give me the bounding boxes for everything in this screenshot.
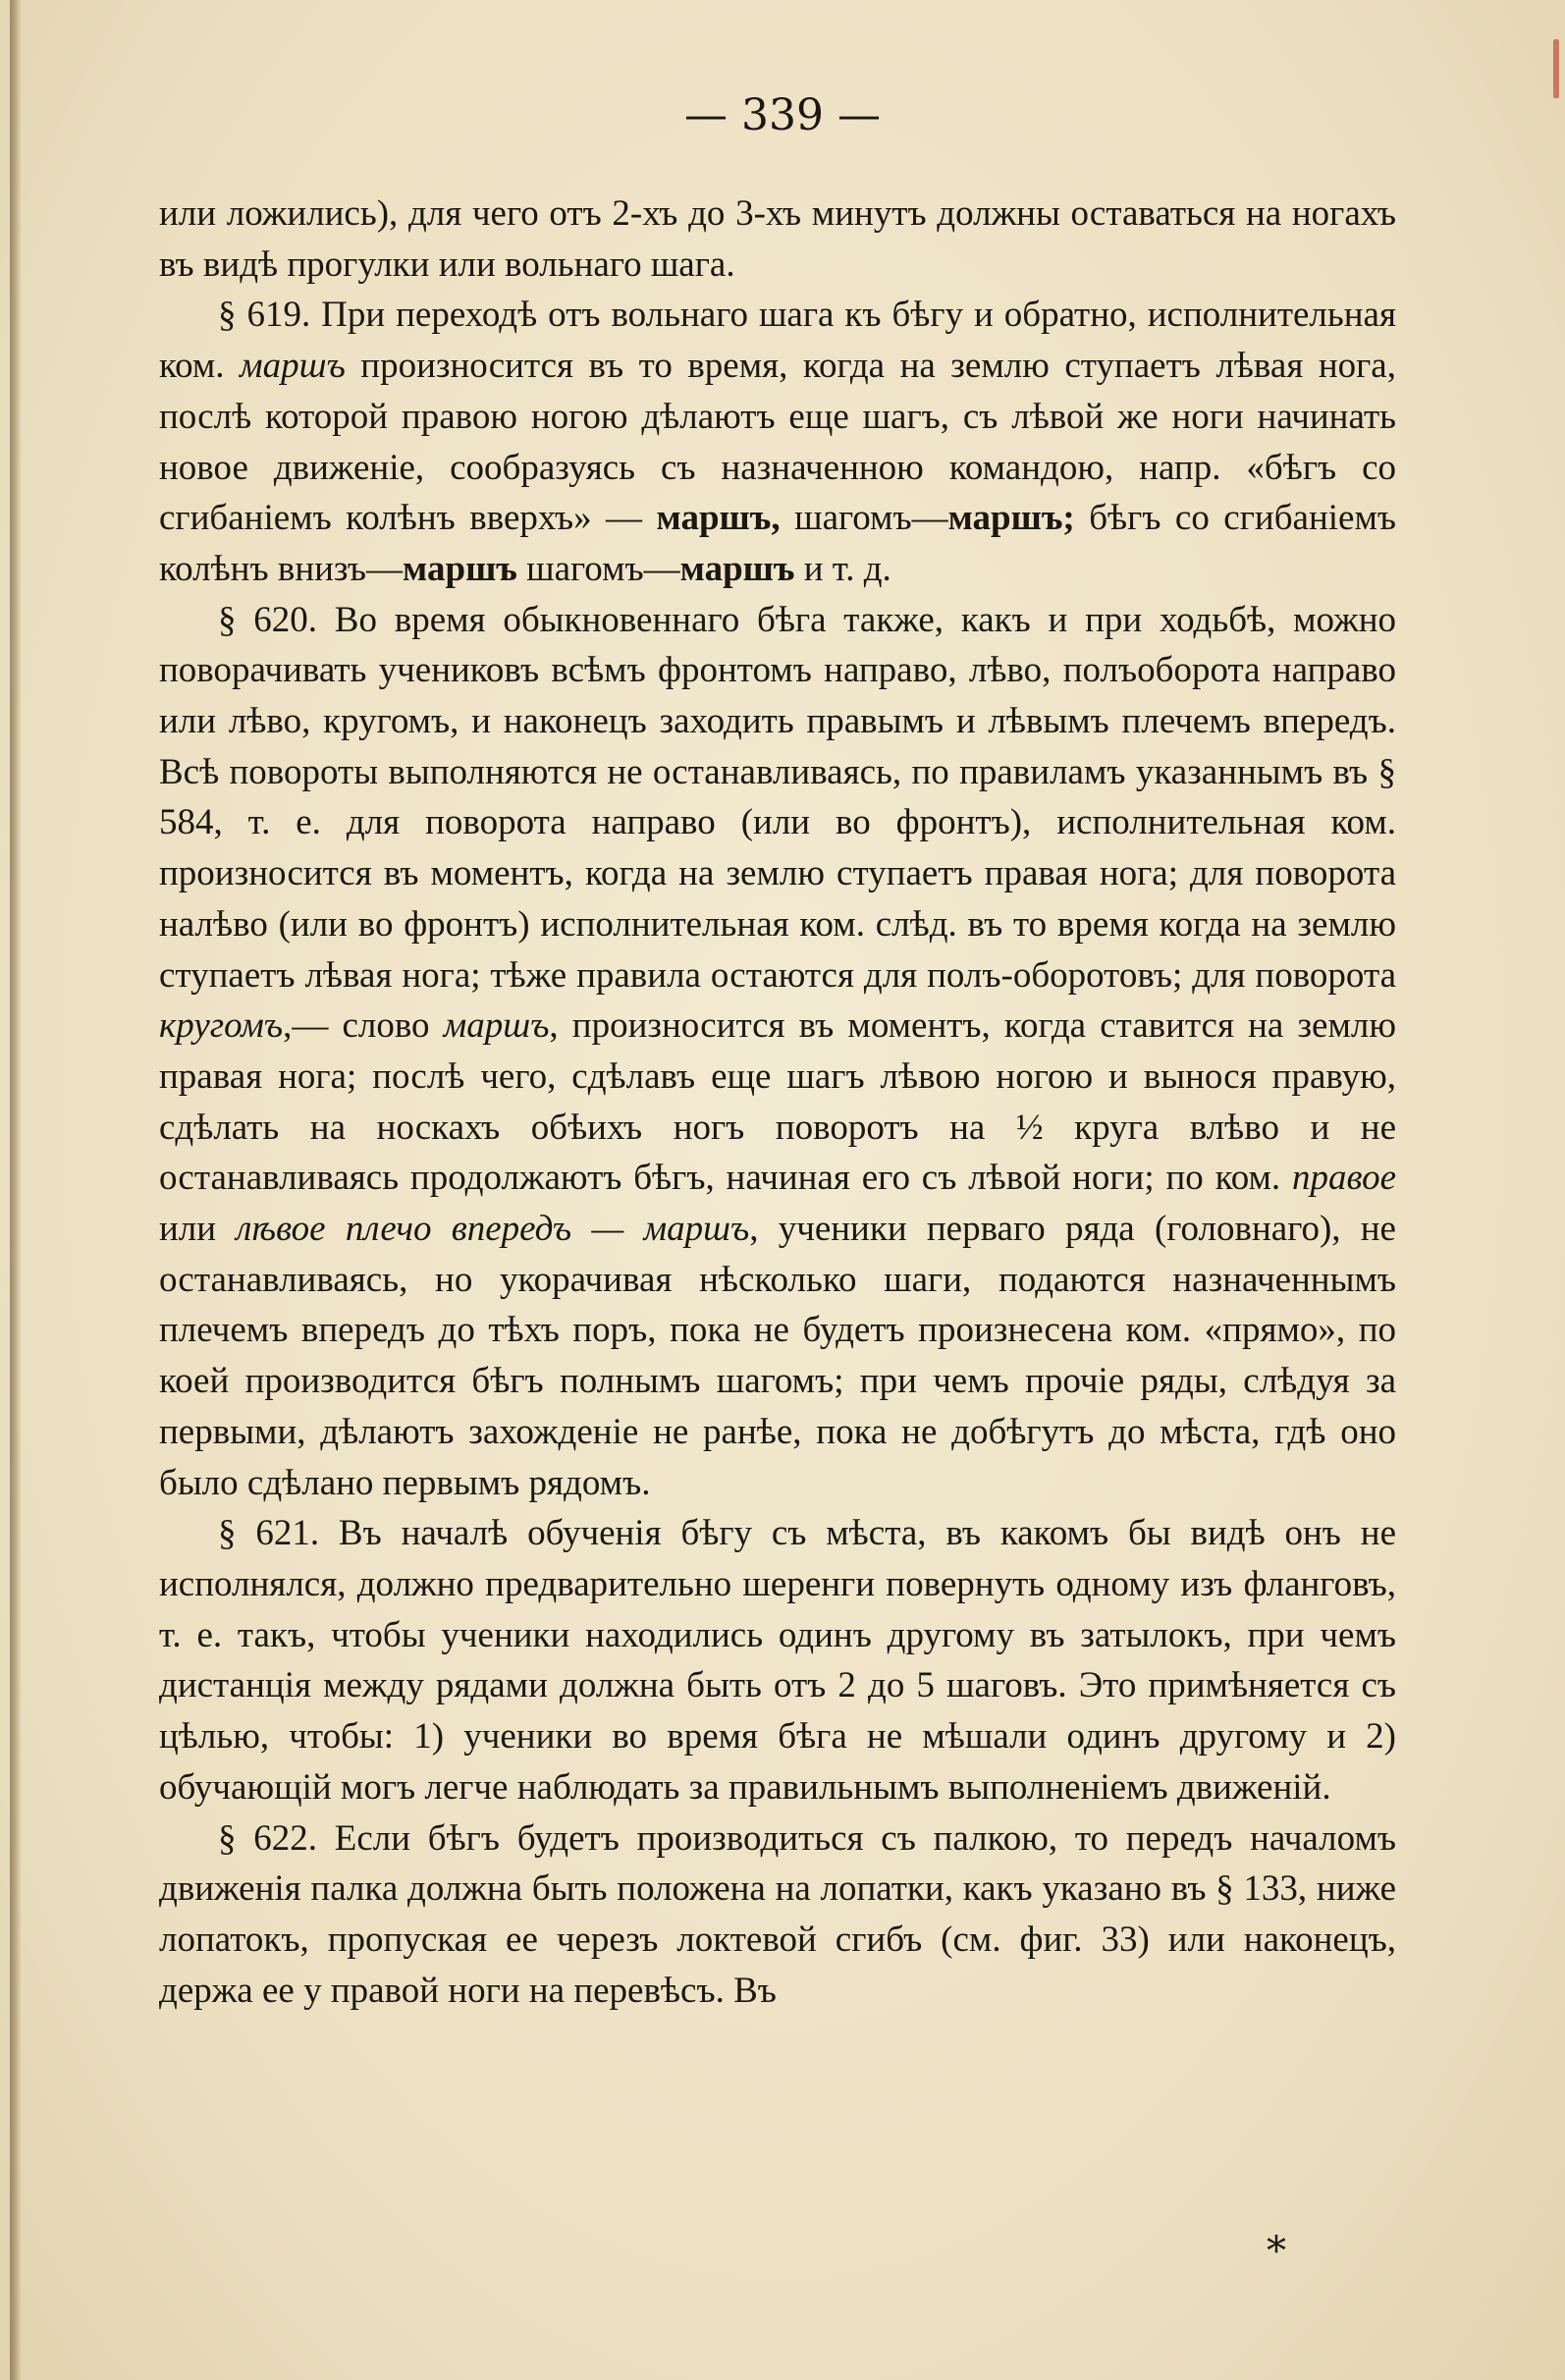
italic-text: кругомъ xyxy=(159,1005,284,1047)
text-run: § 621. Въ началѣ обученія бѣгу съ мѣста, въ какомъ бы видѣ онъ не исполнялся, должно предварительно шеренги повернуть одному изъ фланговъ, т. е. такъ, чтобы ученики находились одинъ другому въ затылокъ, при чемъ дистанція между рядами должна быть отъ 2 до 5 шаговъ. Это примѣняется съ цѣлью, чтобы: 1) ученики во время бѣга не мѣшали одинъ другому и 2) обучающій могъ легче наблюдать за правильнымъ выполненіемъ движеній. xyxy=(159,1513,1396,1808)
page-binding-shadow xyxy=(10,0,22,2380)
bold-text: маршъ xyxy=(679,548,795,589)
bold-text: маршъ xyxy=(403,548,517,589)
text-run: шагомъ— xyxy=(516,548,680,589)
text-run: или ложились), для чего отъ 2-хъ до 3-хъ минутъ должны оставаться на ногахъ въ видѣ прогулки или вольнаго шага. xyxy=(159,193,1396,285)
text-run: , произносится въ моментъ, когда ставится на землю правая нога; послѣ чего, сдѣлавъ еще шагъ лѣвою ногою и вынося правую, сдѣлать на носкахъ обѣихъ ногъ поворотъ на ½ круга влѣво и не останавливаясь продолжаютъ бѣгъ, начиная его съ лѣвой ноги; по ком. xyxy=(159,1005,1396,1199)
text-run: бѣгъ со сгибаніемъ колѣнъ внизъ— xyxy=(159,498,1396,589)
page-number: — 339 — xyxy=(684,90,881,140)
edge-mark xyxy=(1553,39,1559,98)
text-run: произносится въ то время, когда на землю ступаетъ лѣвая нога, послѣ которой правою ногою дѣлаютъ еще шагъ, съ лѣвой же ноги начинать новое движеніе, сообразуясь съ назначенною командою, напр. «бѣгъ со сгибаніемъ колѣнъ вверхъ» — xyxy=(159,346,1396,539)
text-run: или xyxy=(159,1209,237,1250)
text-run: шагомъ— xyxy=(780,498,948,539)
text-run: , ученики перваго ряда (головнаго), не останавливаясь, но укорачивая нѣсколько шаги, подаются назначеннымъ плечемъ впередъ до тѣхъ поръ, пока не будетъ произнесена ком. «прямо», по коей производится бѣгъ полнымъ шагомъ; при чемъ прочіе ряды, слѣдуя за первыми, дѣлаютъ захожденіе не ранѣе, пока не добѣгутъ до мѣста, гдѣ оно было сдѣлано первымъ рядомъ. xyxy=(159,1209,1396,1503)
text-run: ,— слово xyxy=(283,1005,444,1047)
paragraph xyxy=(159,1508,1396,1812)
paragraph xyxy=(159,189,1396,290)
italic-text: маршъ xyxy=(443,1005,550,1047)
paragraph xyxy=(159,595,1396,1509)
text-run: § 620. Во время обыкновеннаго бѣга также, какъ и при ходьбѣ, можно поворачивать учениковъ всѣмъ фронтомъ направо, лѣво, полъоборота направо или лѣво, кругомъ, и наконецъ заходить правымъ и лѣвымъ плечемъ впередъ. Всѣ повороты выполняются не останавливаясь, по правиламъ указаннымъ въ § 584, т. е. для поворота направо (или во фронтъ), исполнительная ком. произносится въ моментъ, когда на землю ступаетъ правая нога; для поворота налѣво (или во фронтъ) исполнительная ком. слѣд. въ то время когда на землю ступаетъ лѣвая нога; тѣже правила остаются для полъ-оборотовъ; для поворота xyxy=(159,599,1396,996)
italic-text: маршъ xyxy=(240,346,346,387)
paragraph xyxy=(159,290,1396,594)
text-run: § 622. Если бѣгъ будетъ производиться съ палкою, то передъ началомъ движенія палка должна быть положена на лопатки, какъ указано въ § 133, ниже лопатокъ, пропуская ее черезъ локтевой сгибъ (см. фиг. 33) или наконецъ, держа ее у правой ноги на перевѣсъ. Въ xyxy=(159,1817,1396,2011)
body-text xyxy=(159,189,1396,2016)
italic-text: лѣвое плечо впередъ — маршъ xyxy=(236,1209,750,1250)
paragraph xyxy=(159,1813,1396,2017)
text-run: и т. д. xyxy=(794,548,891,589)
text-run: § 619. При переходѣ отъ вольнаго шага къ бѣгу и обратно, исполнительная ком. xyxy=(159,295,1396,387)
italic-text: правое xyxy=(1292,1158,1396,1199)
bold-text: маршъ, xyxy=(656,498,781,539)
footnote-mark: * xyxy=(1267,2229,1286,2274)
bold-text: маршъ; xyxy=(947,498,1075,539)
